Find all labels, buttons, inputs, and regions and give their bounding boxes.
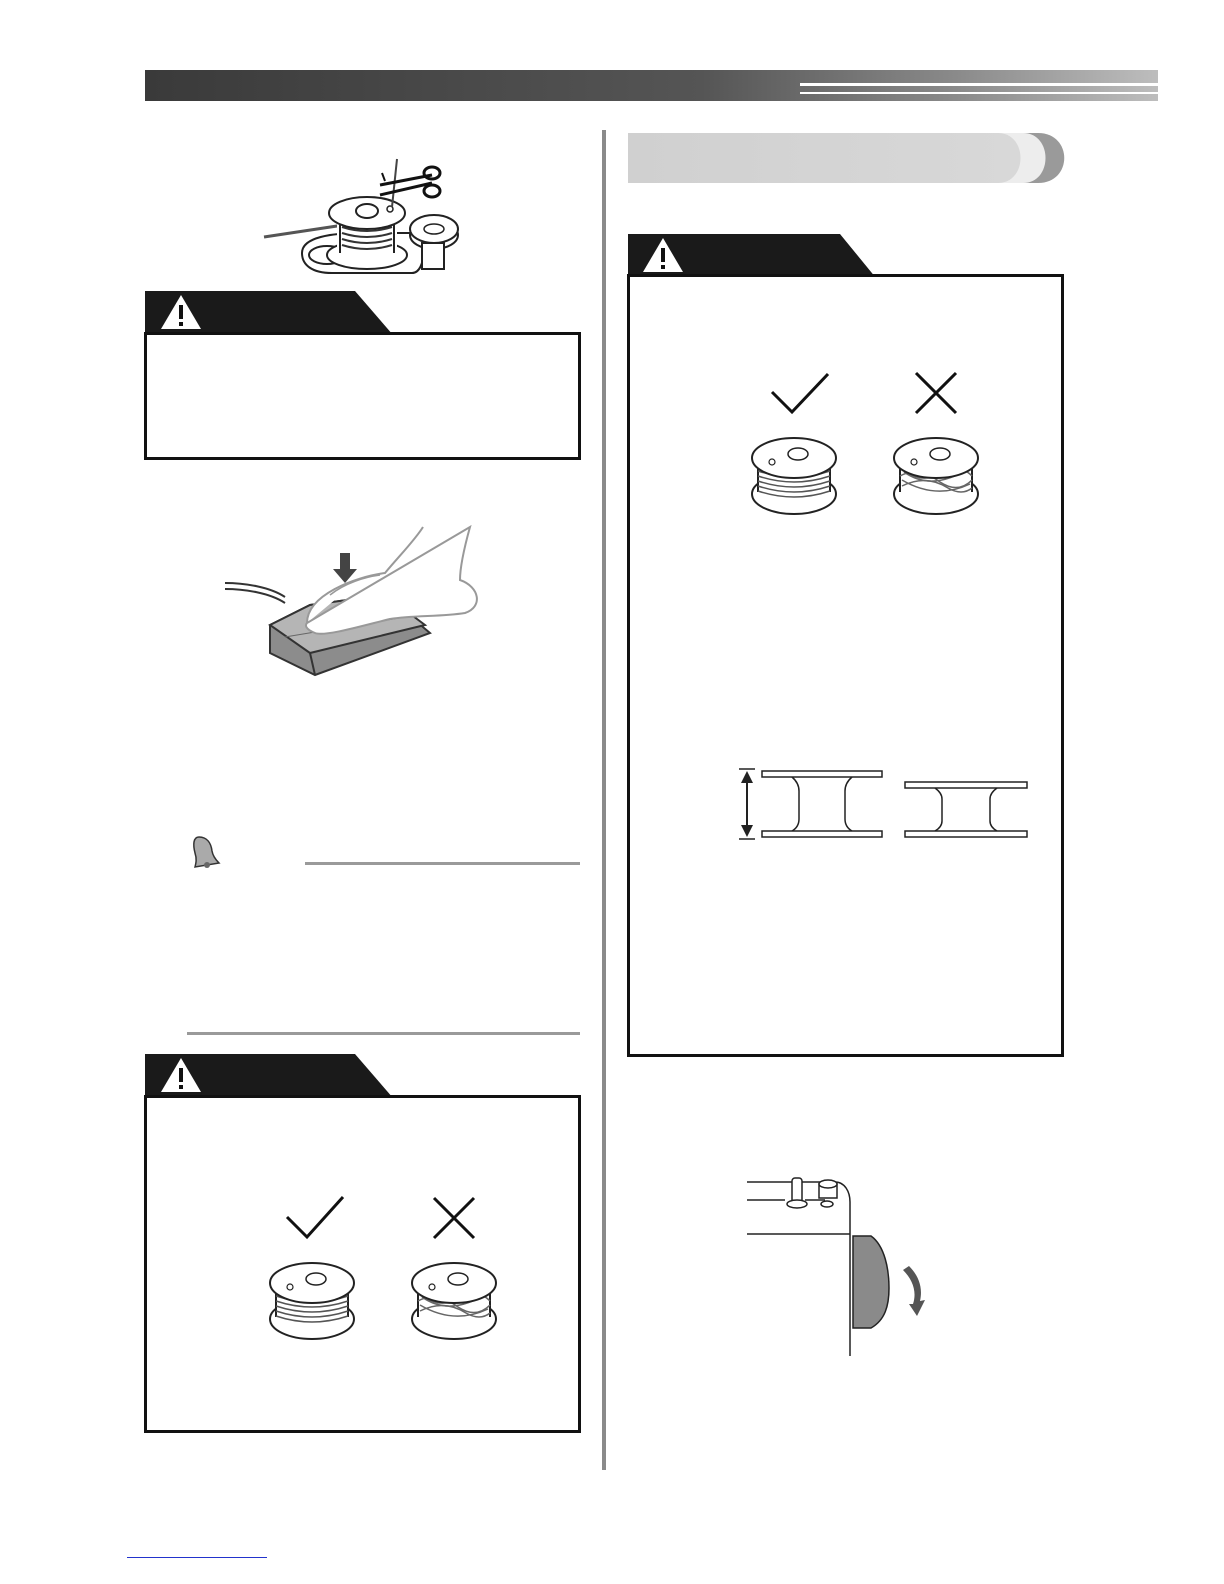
- bell-icon: [185, 833, 225, 869]
- warning-box: [144, 332, 581, 460]
- note-divider: [187, 1032, 580, 1035]
- good-bobbin-illustration: [750, 430, 838, 516]
- bad-bobbin-illustration: [410, 1255, 498, 1341]
- warning-tab: [145, 1054, 395, 1098]
- warning-tab: [628, 234, 878, 278]
- rotate-arrow-icon: [903, 1266, 925, 1316]
- check-mark-icon: [770, 372, 830, 414]
- warning-tab: [145, 291, 395, 335]
- note-divider: [305, 862, 580, 865]
- warning-box: [144, 1095, 581, 1433]
- check-mark-icon: [285, 1195, 345, 1240]
- header-stripe: [800, 92, 1158, 94]
- section-heading-bar: [628, 133, 1063, 183]
- good-bobbin-illustration: [268, 1255, 356, 1341]
- footer-link-underline[interactable]: [127, 1557, 267, 1558]
- cross-mark-icon: [914, 371, 958, 415]
- bad-bobbin-illustration: [892, 430, 980, 516]
- bobbin-winder-illustration: [262, 155, 472, 280]
- foot-pedal-illustration: [225, 525, 485, 695]
- column-divider: [602, 130, 606, 1470]
- height-arrow-icon: [739, 769, 755, 839]
- cross-mark-icon: [432, 1196, 476, 1240]
- bobbin-cross-section-diagram: [735, 765, 1035, 845]
- warning-box: [627, 274, 1064, 1057]
- header-stripe: [800, 83, 1158, 86]
- handwheel-illustration: [745, 1170, 935, 1360]
